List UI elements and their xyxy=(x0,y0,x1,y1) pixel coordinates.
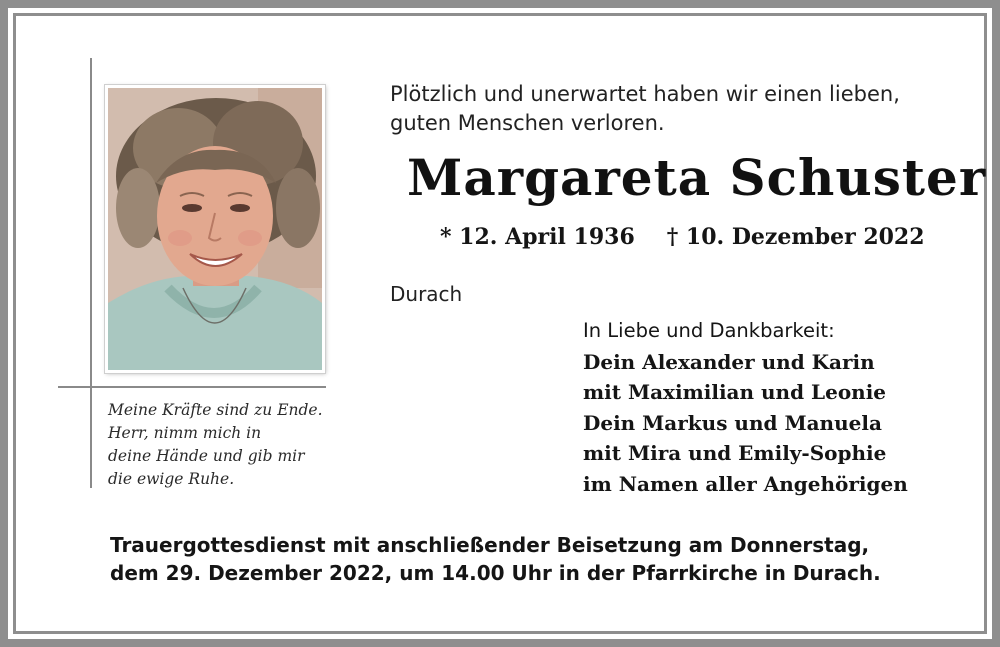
intro-line-2: guten Menschen verloren. xyxy=(390,111,665,135)
mourner-line: mit Mira und Emily-Sophie xyxy=(583,441,887,465)
portrait-illustration xyxy=(108,88,322,370)
mourner-line: Dein Markus und Manuela xyxy=(583,410,882,435)
death-date: † 10. Dezember 2022 xyxy=(666,224,925,250)
quote-line: die ewige Ruhe. xyxy=(108,470,235,488)
intro-line-1: Plötzlich und unerwartet haben wir einen lieben, xyxy=(390,82,900,106)
horizontal-divider xyxy=(58,386,326,388)
service-line-1: Trauergottesdienst mit anschließender Beisetzung am Donnerstag, xyxy=(110,533,870,557)
quote-line: Herr, nimm mich in xyxy=(108,424,262,442)
hometown: Durach xyxy=(390,282,463,306)
mourner-line: im Namen aller Angehörigen xyxy=(583,471,908,496)
quote-line: deine Hände und gib mir xyxy=(108,447,305,465)
mourner-line: Dein Alexander und Karin xyxy=(583,349,875,374)
mourners-heading: In Liebe und Dankbarkeit: xyxy=(583,319,835,342)
mourners-block xyxy=(583,316,963,499)
deceased-name: Margareta Schuster xyxy=(407,148,987,207)
intro-text xyxy=(390,80,950,138)
quote-block xyxy=(108,399,338,491)
birth-date: * 12. April 1936 xyxy=(440,224,635,250)
vertical-divider xyxy=(90,58,92,488)
portrait-photo xyxy=(105,85,325,373)
service-line-2: dem 29. Dezember 2022, um 14.00 Uhr in der Pfarrkirche in Durach. xyxy=(110,561,881,585)
life-dates xyxy=(440,222,940,252)
mourner-line: mit Maximilian und Leonie xyxy=(583,380,887,404)
service-announcement xyxy=(110,531,930,587)
quote-line: Meine Kräfte sind zu Ende. xyxy=(108,401,323,419)
